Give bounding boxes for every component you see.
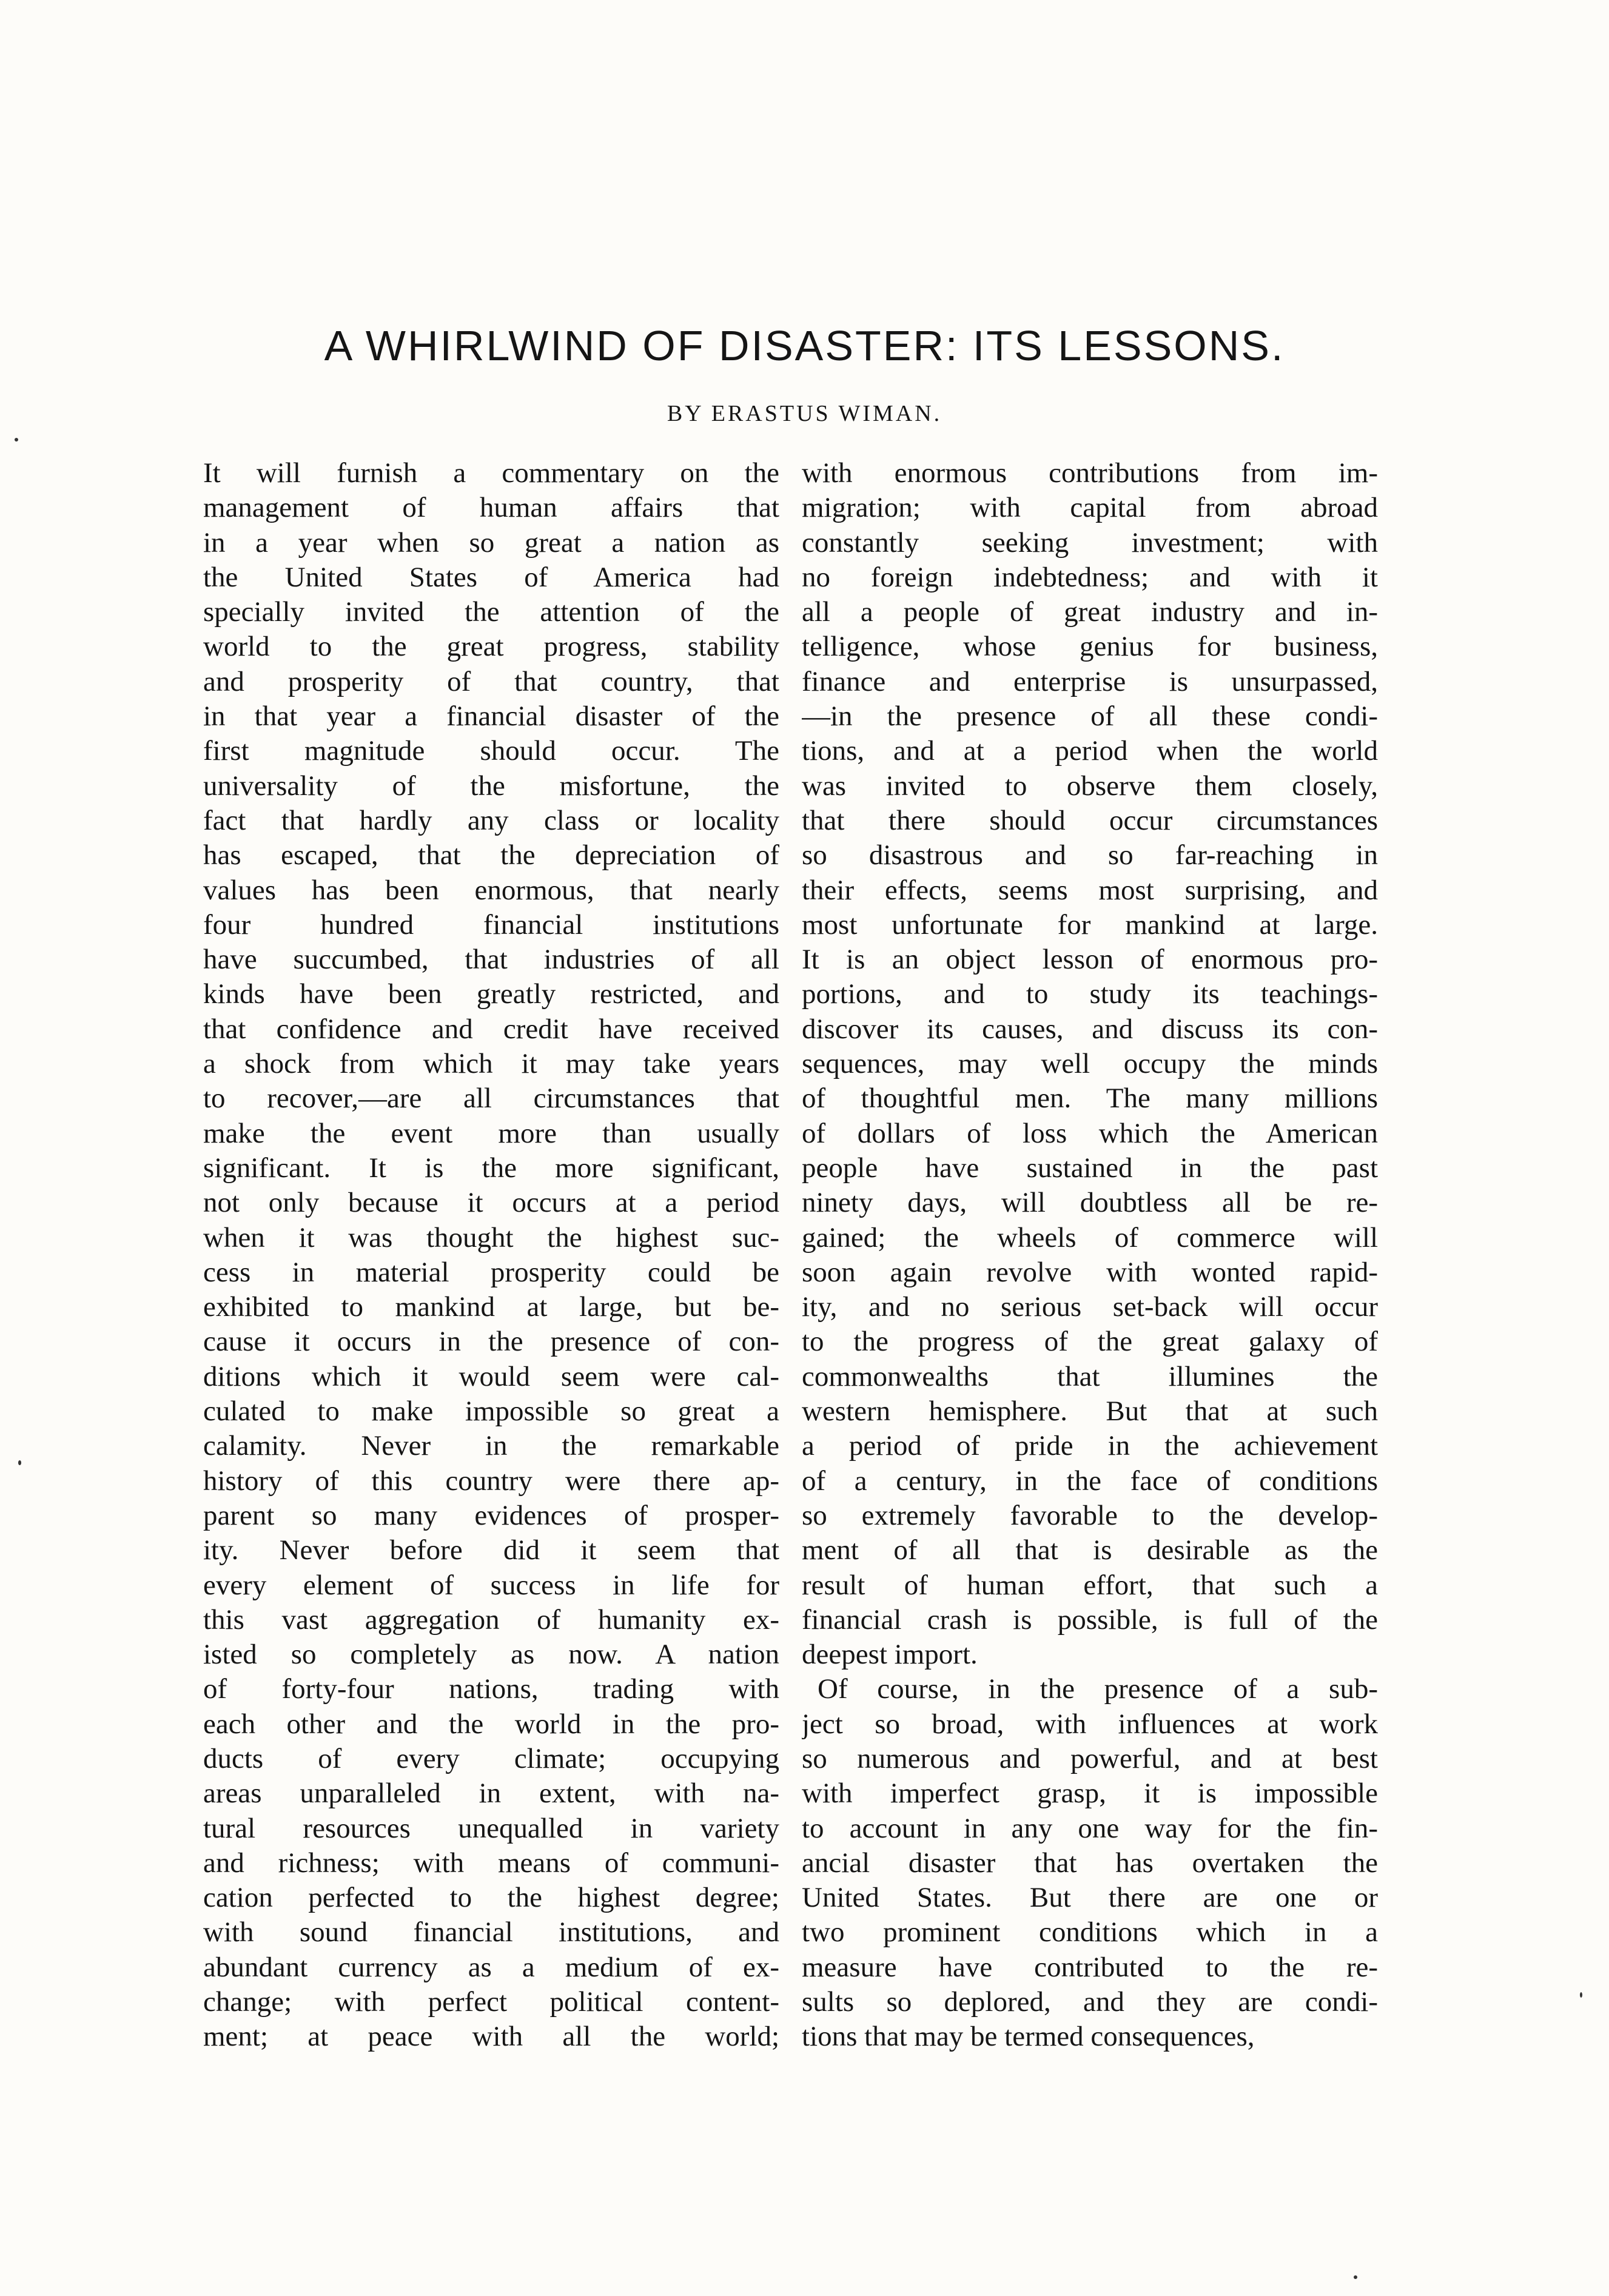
text-line: their effects, seems most surprising, and [802,874,1378,906]
text-line: cause it occurs in the presence of con- [203,1326,779,1358]
text-line: tions that may be termed consequences, [802,2021,1255,2053]
text-line: so numerous and powerful, and at best [802,1742,1378,1774]
text-line: abundant currency as a medium of ex- [203,1951,779,1983]
text-line: ment of all that is desirable as the [802,1534,1378,1566]
text-line: finance and enterprise is unsurpassed, [802,665,1378,697]
text-line: culated to make impossible so great a [203,1395,779,1428]
text-line: calamity. Never in the remarkable [203,1430,779,1462]
text-line: world to the great progress, stability [203,631,779,663]
text-line: all a people of great industry and in- [802,596,1378,628]
text-line: when it was thought the highest suc- [203,1221,779,1254]
text-line: ducts of every climate; occupying [203,1742,779,1774]
text-line: soon again revolve with wonted rapid- [802,1256,1378,1288]
text-line: that confidence and credit have received [203,1013,779,1045]
text-line: kinds have been greatly restricted, and [203,978,779,1010]
text-line: first magnitude should occur. The [203,735,779,767]
text-line: ment; at peace with all the world; [203,2021,779,2053]
text-line: was invited to observe them closely, [802,770,1378,802]
text-line: isted so completely as now. A nation [203,1639,779,1671]
text-line: ity. Never before did it seem that [203,1534,779,1566]
text-line: two prominent conditions which in a [802,1916,1378,1949]
text-line: financial crash is possible, is full of the [802,1603,1378,1636]
text-line: commonwealths that illumines the [802,1360,1378,1392]
text-line: ditions which it would seem were cal- [203,1360,779,1392]
text-line: deepest import. [802,1639,978,1671]
text-line: has escaped, that the depreciation of [203,839,779,871]
text-line: measure have contributed to the re- [802,1951,1378,1983]
text-line: each other and the world in the pro- [203,1708,779,1740]
text-line: migration; with capital from abroad [802,492,1378,524]
text-line: areas unparalleled in extent, with na- [203,1777,779,1810]
text-line: and richness; with means of communi- [203,1847,779,1879]
text-line: cation perfected to the highest degree; [203,1882,779,1914]
text-line: with sound financial institutions, and [203,1916,779,1949]
text-line: four hundred financial institutions [203,908,779,941]
text-line: in a year when so great a nation as [203,526,779,559]
text-column-left [203,456,779,2055]
text-line: history of this country were there ap- [203,1465,779,1497]
text-line: result of human effort, that such a [802,1569,1378,1601]
text-line: to the progress of the great galaxy of [802,1326,1378,1358]
paper-speck [18,1460,21,1465]
text-line: have succumbed, that industries of all [203,944,779,976]
text-line: no foreign indebtedness; and with it [802,561,1378,593]
text-line: It is an object lesson of enormous pro- [802,944,1378,976]
text-line: of thoughtful men. The many millions [802,1083,1378,1115]
text-line: parent so many evidences of prosper- [203,1499,779,1531]
text-line: gained; the wheels of commerce will [802,1221,1378,1254]
text-line: to recover,—are all circumstances that [203,1083,779,1115]
text-line: tural resources unequalled in variety [203,1812,779,1844]
text-line: tions, and at a period when the world [802,735,1378,767]
text-line: discover its causes, and discuss its con- [802,1013,1378,1045]
text-line: in that year a financial disaster of the [203,700,779,733]
paper-speck [15,438,18,441]
text-line: specially invited the attention of the [203,596,779,628]
text-line: It will furnish a commentary on the [203,457,779,489]
text-line: people have sustained in the past [802,1152,1378,1184]
text-line: with enormous contributions from im- [802,457,1378,489]
text-line: management of human affairs that [203,492,779,524]
text-line: United States. But there are one or [802,1882,1378,1914]
text-line: —in the presence of all these condi- [802,700,1378,733]
text-line: not only because it occurs at a period [203,1187,779,1219]
text-line: universality of the misfortune, the [203,770,779,802]
text-line: ity, and no serious set-back will occur [802,1291,1378,1323]
text-line: portions, and to study its teachings- [802,978,1378,1010]
text-line: of dollars of loss which the American [802,1117,1378,1149]
text-line: values has been enormous, that nearly [203,874,779,906]
article-title: A WHIRLWIND OF DISASTER: ITS LESSONS. [324,322,1285,369]
text-line: ninety days, will doubtless all be re- [802,1187,1378,1219]
article-byline: BY ERASTUS WIMAN. [667,401,942,426]
text-line: that there should occur circumstances [802,804,1378,836]
text-line: and prosperity of that country, that [203,665,779,697]
text-line: most unfortunate for mankind at large. [802,908,1378,941]
text-line: every element of success in life for [203,1569,779,1601]
text-line: telligence, whose genius for business, [802,631,1378,663]
text-line: ject so broad, with influences at work [802,1708,1378,1740]
text-line: with imperfect grasp, it is impossible [802,1777,1378,1810]
text-line: significant. It is the more significant, [203,1152,779,1184]
text-line: of a century, in the face of conditions [802,1465,1378,1497]
text-line: sequences, may well occupy the minds [802,1048,1378,1080]
paper-speck [1580,1992,1582,1998]
text-line: ancial disaster that has overtaken the [802,1847,1378,1879]
text-line: of forty-four nations, trading with [203,1673,779,1705]
text-line: constantly seeking investment; with [802,526,1378,559]
text-line: so extremely favorable to the develop- [802,1499,1378,1531]
text-line: sults so deplored, and they are condi- [802,1986,1378,2018]
text-line: change; with perfect political content- [203,1986,779,2018]
text-line: exhibited to mankind at large, but be- [203,1291,779,1323]
text-line: a period of pride in the achievement [802,1430,1378,1462]
text-line: make the event more than usually [203,1117,779,1149]
text-line: this vast aggregation of humanity ex- [203,1603,779,1636]
text-line: to account in any one way for the fin- [802,1812,1378,1844]
text-line: cess in material prosperity could be [203,1256,779,1288]
text-line: western hemisphere. But that at such [802,1395,1378,1428]
paper-speck [1354,2275,1357,2279]
text-line: a shock from which it may take years [203,1048,779,1080]
text-line: Of course, in the presence of a sub- [818,1673,1378,1705]
text-column-right [802,456,1378,2055]
text-line: so disastrous and so far-reaching in [802,839,1378,871]
text-line: the United States of America had [203,561,779,593]
text-line: fact that hardly any class or locality [203,804,779,836]
